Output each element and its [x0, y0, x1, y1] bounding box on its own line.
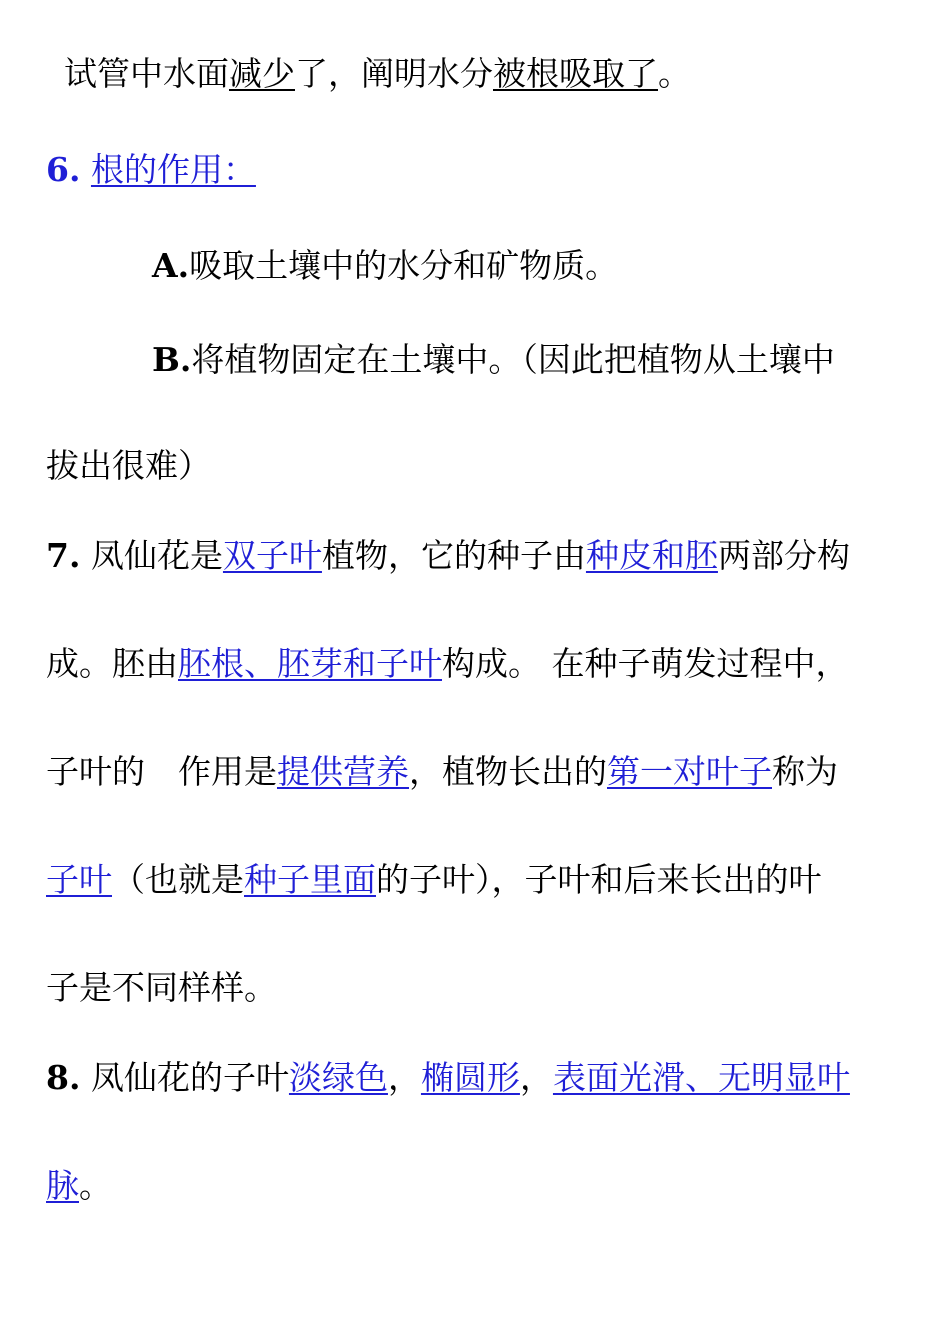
- answer-link[interactable]: 种皮和胚: [585, 536, 718, 575]
- section-7-line-1: [46, 536, 850, 576]
- text-fragment: 两部分构: [717, 536, 850, 575]
- underlined-answer: 被根吸取了: [493, 54, 658, 93]
- text-fragment: 。: [79, 1166, 112, 1205]
- text-fragment: ，: [519, 1058, 553, 1097]
- item-label: A.: [152, 246, 190, 285]
- section-7-line-3: [46, 752, 838, 792]
- section-7-line-4: [46, 860, 822, 900]
- text-line-1: [64, 54, 691, 94]
- answer-link[interactable]: 第一对叶子: [607, 752, 772, 791]
- answer-link[interactable]: 种子里面: [244, 860, 376, 899]
- text-fragment: 植物，它的种子由: [321, 536, 586, 575]
- answer-link[interactable]: 双子叶: [222, 536, 322, 575]
- text-fragment: 。: [658, 54, 691, 93]
- section-number: 7.: [46, 536, 81, 575]
- text-fragment: 子是不同样样。: [46, 968, 277, 1007]
- text-fragment: （也就是: [112, 860, 244, 899]
- text-fragment: 试管中水面: [64, 54, 229, 93]
- text-fragment: 构成。 在种子萌发过程中，: [442, 644, 849, 683]
- section-6-item-b-continued: [46, 446, 211, 486]
- item-text: 拔出很难）: [46, 446, 211, 485]
- section-7-line-2: [46, 644, 849, 684]
- answer-link[interactable]: 胚根、胚芽和子叶: [178, 644, 442, 683]
- section-number: 8.: [46, 1058, 81, 1097]
- answer-link[interactable]: 提供营养: [277, 752, 409, 791]
- section-number: 6.: [46, 150, 81, 189]
- section-title-link[interactable]: 根的作用：: [90, 150, 256, 189]
- answer-link[interactable]: 子叶: [46, 860, 112, 899]
- section-6-item-b: [152, 340, 835, 380]
- section-8-line-2: [46, 1166, 112, 1206]
- item-text: 将植物固定在土壤中。（因此把植物从土壤中: [191, 340, 835, 379]
- answer-link[interactable]: 脉: [46, 1166, 79, 1205]
- item-text: 吸取土壤中的水分和矿物质。: [189, 246, 619, 285]
- text-fragment: ，植物长出的: [409, 752, 607, 791]
- answer-link[interactable]: 淡绿色: [288, 1058, 388, 1097]
- underlined-answer: 减少: [229, 54, 295, 93]
- item-label: B.: [152, 340, 192, 379]
- section-6-item-a: [152, 246, 618, 286]
- text-fragment: 了，阐明水分: [295, 54, 493, 93]
- answer-link[interactable]: 椭圆形: [420, 1058, 520, 1097]
- text-fragment: 凤仙花是: [80, 536, 223, 575]
- text-fragment: 称为: [772, 752, 838, 791]
- text-fragment: 凤仙花的子叶: [80, 1058, 289, 1097]
- answer-link[interactable]: 表面光滑、无明显叶: [552, 1058, 850, 1097]
- text-fragment: ，: [387, 1058, 421, 1097]
- text-fragment: 成。胚由: [46, 644, 178, 683]
- section-6-heading: [46, 150, 256, 190]
- text-fragment: 子叶的 作用是: [46, 752, 277, 791]
- section-7-line-5: [46, 968, 277, 1008]
- text-fragment: 的子叶），子叶和后来长出的叶: [376, 860, 822, 899]
- section-8-line-1: [46, 1058, 850, 1098]
